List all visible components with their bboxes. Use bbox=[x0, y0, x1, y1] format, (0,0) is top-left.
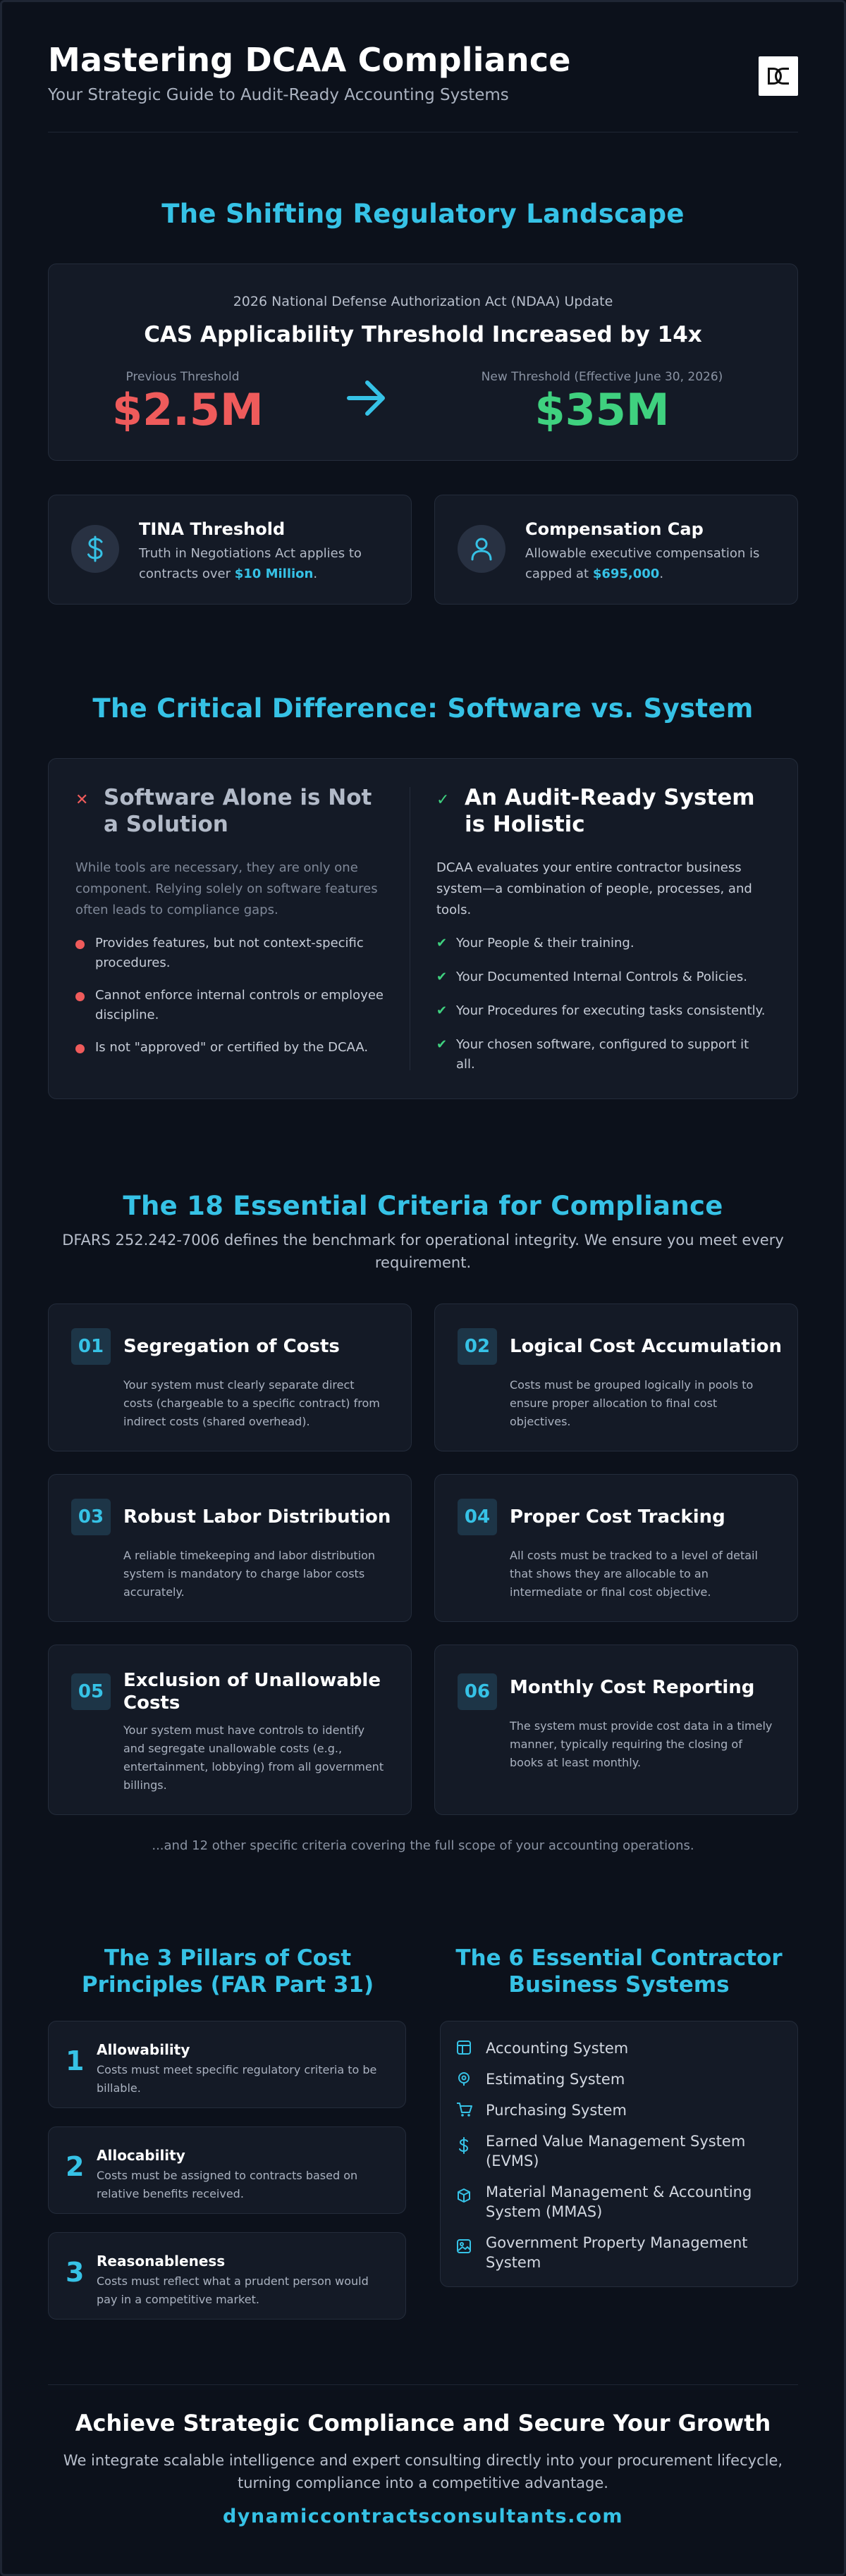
criterion-card bbox=[434, 1474, 798, 1622]
list-item: Accounting System bbox=[441, 2038, 786, 2069]
dc-logo-icon bbox=[759, 56, 798, 96]
new-threshold-value: $35M bbox=[534, 384, 670, 435]
software-column bbox=[75, 784, 386, 1070]
cta-divider bbox=[48, 2384, 798, 2385]
previous-threshold bbox=[112, 370, 264, 435]
ndaa-headline: CAS Applicability Threshold Increased by 14x bbox=[144, 322, 702, 347]
business-systems-list bbox=[441, 2038, 786, 2284]
criterion-title: Robust Labor Distribution bbox=[123, 1506, 391, 1528]
tina-threshold-card bbox=[48, 495, 412, 605]
criterion-number: 03 bbox=[71, 1499, 111, 1535]
criterion-description: Costs must be grouped logically in pools to ensure proper allocation to final cost objectives. bbox=[510, 1378, 754, 1428]
pillar-card bbox=[48, 2232, 406, 2320]
red-bullet-icon bbox=[75, 992, 85, 1001]
criterion-description: Your system must have controls to identify and segregate unallowable costs (e.g., entertainment, lobbying) from all government billings. bbox=[123, 1723, 384, 1792]
arrow-right-icon bbox=[345, 377, 388, 422]
list-item: Government Property Management System bbox=[441, 2233, 786, 2284]
new-threshold-label: New Threshold (Effective June 30, 2026) bbox=[481, 370, 723, 384]
pillars-title: The 3 Pillars of Cost Principles (FAR Part 31) bbox=[81, 1945, 374, 1998]
regulatory-section-title: The Shifting Regulatory Landscape bbox=[161, 199, 685, 229]
page-header bbox=[48, 41, 798, 132]
system-column bbox=[436, 784, 768, 1089]
box-icon bbox=[456, 2188, 472, 2208]
list-item: Purchasing System bbox=[441, 2100, 786, 2131]
new-threshold bbox=[465, 370, 740, 435]
compensation-cap-card bbox=[434, 495, 798, 605]
criterion-title: Proper Cost Tracking bbox=[510, 1506, 725, 1528]
criteria-subtitle: DFARS 252.242-7006 defines the benchmark for operational integrity. We ensure you meet every requirement. bbox=[62, 1232, 784, 1271]
criteria-section-title: The 18 Essential Criteria for Compliance bbox=[123, 1191, 723, 1221]
criterion-title: Segregation of Costs bbox=[123, 1336, 340, 1357]
website-link[interactable]: dynamiccontractsconsultants.com bbox=[222, 2506, 624, 2527]
pillar-number: 3 bbox=[66, 2257, 85, 2288]
criteria-more-note: ...and 12 other specific criteria covering the full scope of your accounting operations. bbox=[152, 1838, 694, 1853]
check-icon: ✔ bbox=[436, 1003, 448, 1018]
red-bullet-icon bbox=[75, 1044, 85, 1053]
pillar-number: 2 bbox=[66, 2151, 85, 2182]
pillar-number: 1 bbox=[66, 2045, 85, 2076]
cta-title: Achieve Strategic Compliance and Secure Your Growth bbox=[75, 2410, 771, 2436]
software-list bbox=[75, 934, 386, 1058]
criterion-card bbox=[48, 1474, 412, 1622]
list-item: ✔ Your chosen software, configured to support it all. bbox=[436, 1035, 768, 1075]
cta-text: We integrate scalable intelligence and expert consulting directly into your procurement lifecycle, turning compliance into a competitive advantage. bbox=[63, 2452, 783, 2491]
criterion-number: 04 bbox=[458, 1499, 497, 1535]
target-icon bbox=[456, 2071, 472, 2091]
system-heading: ✓ An Audit-Ready System is Holistic bbox=[436, 785, 755, 837]
tina-title: TINA Threshold bbox=[139, 519, 286, 539]
criterion-description: A reliable timekeeping and labor distribution system is mandatory to charge labor costs accurately. bbox=[123, 1549, 376, 1599]
criterion-number: 05 bbox=[71, 1673, 111, 1710]
cart-icon bbox=[456, 2102, 473, 2122]
list-item: Is not "approved" or certified by the DCAA. bbox=[75, 1038, 386, 1058]
user-icon bbox=[458, 525, 505, 573]
check-icon: ✔ bbox=[436, 936, 448, 950]
tina-amount: $10 Million bbox=[234, 566, 314, 581]
pillar-card bbox=[48, 2021, 406, 2108]
system-list bbox=[436, 934, 768, 1075]
criterion-card bbox=[434, 1645, 798, 1815]
page-subtitle: Your Strategic Guide to Audit-Ready Accounting Systems bbox=[48, 86, 509, 104]
list-item: ✔ Your Documented Internal Controls & Policies. bbox=[436, 967, 768, 987]
criterion-description: The system must provide cost data in a timely manner, typically requiring the closing of books at least monthly. bbox=[510, 1719, 773, 1769]
criterion-card bbox=[48, 1304, 412, 1451]
check-icon: ✔ bbox=[436, 1037, 448, 1052]
pillar-description: Costs must reflect what a prudent person would pay in a competitive market. bbox=[97, 2274, 369, 2306]
difference-section-title: The Critical Difference: Software vs. System bbox=[92, 693, 754, 724]
ndaa-eyebrow: 2026 National Defense Authorization Act (NDAA) Update bbox=[233, 294, 613, 309]
criterion-number: 01 bbox=[71, 1328, 111, 1365]
previous-threshold-value: $2.5M bbox=[112, 384, 264, 435]
systems-title: The 6 Essential Contractor Business Systems bbox=[455, 1945, 783, 1998]
pillar-title: Allocability bbox=[97, 2147, 185, 2164]
criterion-description: Your system must clearly separate direct costs (chargeable to a specific contract) from indirect costs (shared overhead). bbox=[123, 1378, 380, 1428]
compensation-title: Compensation Cap bbox=[525, 519, 704, 539]
dollar-icon bbox=[71, 525, 119, 573]
pillar-card bbox=[48, 2126, 406, 2214]
list-item: ✔ Your People & their training. bbox=[436, 934, 768, 953]
page-title: Mastering DCAA Compliance bbox=[48, 41, 571, 79]
dollar-icon bbox=[456, 2137, 472, 2159]
software-heading: ✕ Software Alone is Not a Solution bbox=[75, 785, 372, 837]
previous-threshold-label: Previous Threshold bbox=[125, 370, 240, 384]
software-intro: While tools are necessary, they are only one component. Relying solely on software features often leads to compliance gaps. bbox=[75, 860, 378, 917]
business-systems-card bbox=[440, 2021, 798, 2287]
tina-description: Truth in Negotiations Act applies to contracts over $10 Million. bbox=[139, 546, 362, 581]
red-bullet-icon bbox=[75, 940, 85, 949]
list-item: Estimating System bbox=[441, 2069, 786, 2100]
ledger-icon bbox=[456, 2040, 472, 2060]
criterion-description: All costs must be tracked to a level of detail that shows they are allocable to an intermediate or final cost objective. bbox=[510, 1549, 758, 1599]
list-item: Cannot enforce internal controls or employee discipline. bbox=[75, 986, 386, 1025]
ndaa-update-card bbox=[48, 264, 798, 461]
x-icon: ✕ bbox=[75, 791, 89, 809]
compensation-amount: $695,000 bbox=[592, 566, 660, 581]
list-item: ✔ Your Procedures for executing tasks consistently. bbox=[436, 1001, 768, 1021]
pillar-description: Costs must be assigned to contracts based on relative benefits received. bbox=[97, 2169, 358, 2200]
criterion-title: Exclusion of Unallowable Costs bbox=[123, 1670, 381, 1714]
criterion-card bbox=[434, 1304, 798, 1451]
compensation-description: Allowable executive compensation is capped at $695,000. bbox=[525, 546, 760, 581]
list-item: Earned Value Management System (EVMS) bbox=[441, 2131, 786, 2182]
system-intro: DCAA evaluates your entire contractor business system—a combination of people, processes, and tools. bbox=[436, 860, 752, 917]
pillar-title: Allowability bbox=[97, 2041, 190, 2058]
list-item: Material Management & Accounting System (MMAS) bbox=[441, 2182, 786, 2233]
criterion-title: Logical Cost Accumulation bbox=[510, 1336, 783, 1357]
criterion-number: 02 bbox=[458, 1328, 497, 1365]
image-icon bbox=[456, 2238, 472, 2259]
pillar-description: Costs must meet specific regulatory criteria to be billable. bbox=[97, 2063, 377, 2095]
software-vs-system-card bbox=[48, 758, 798, 1099]
criterion-card bbox=[48, 1645, 412, 1815]
list-item: Provides features, but not context-specific procedures. bbox=[75, 934, 386, 973]
check-icon: ✓ bbox=[436, 791, 450, 809]
check-icon: ✔ bbox=[436, 970, 448, 984]
criterion-title: Monthly Cost Reporting bbox=[510, 1677, 755, 1698]
pillar-title: Reasonableness bbox=[97, 2253, 226, 2270]
criterion-number: 06 bbox=[458, 1673, 497, 1710]
